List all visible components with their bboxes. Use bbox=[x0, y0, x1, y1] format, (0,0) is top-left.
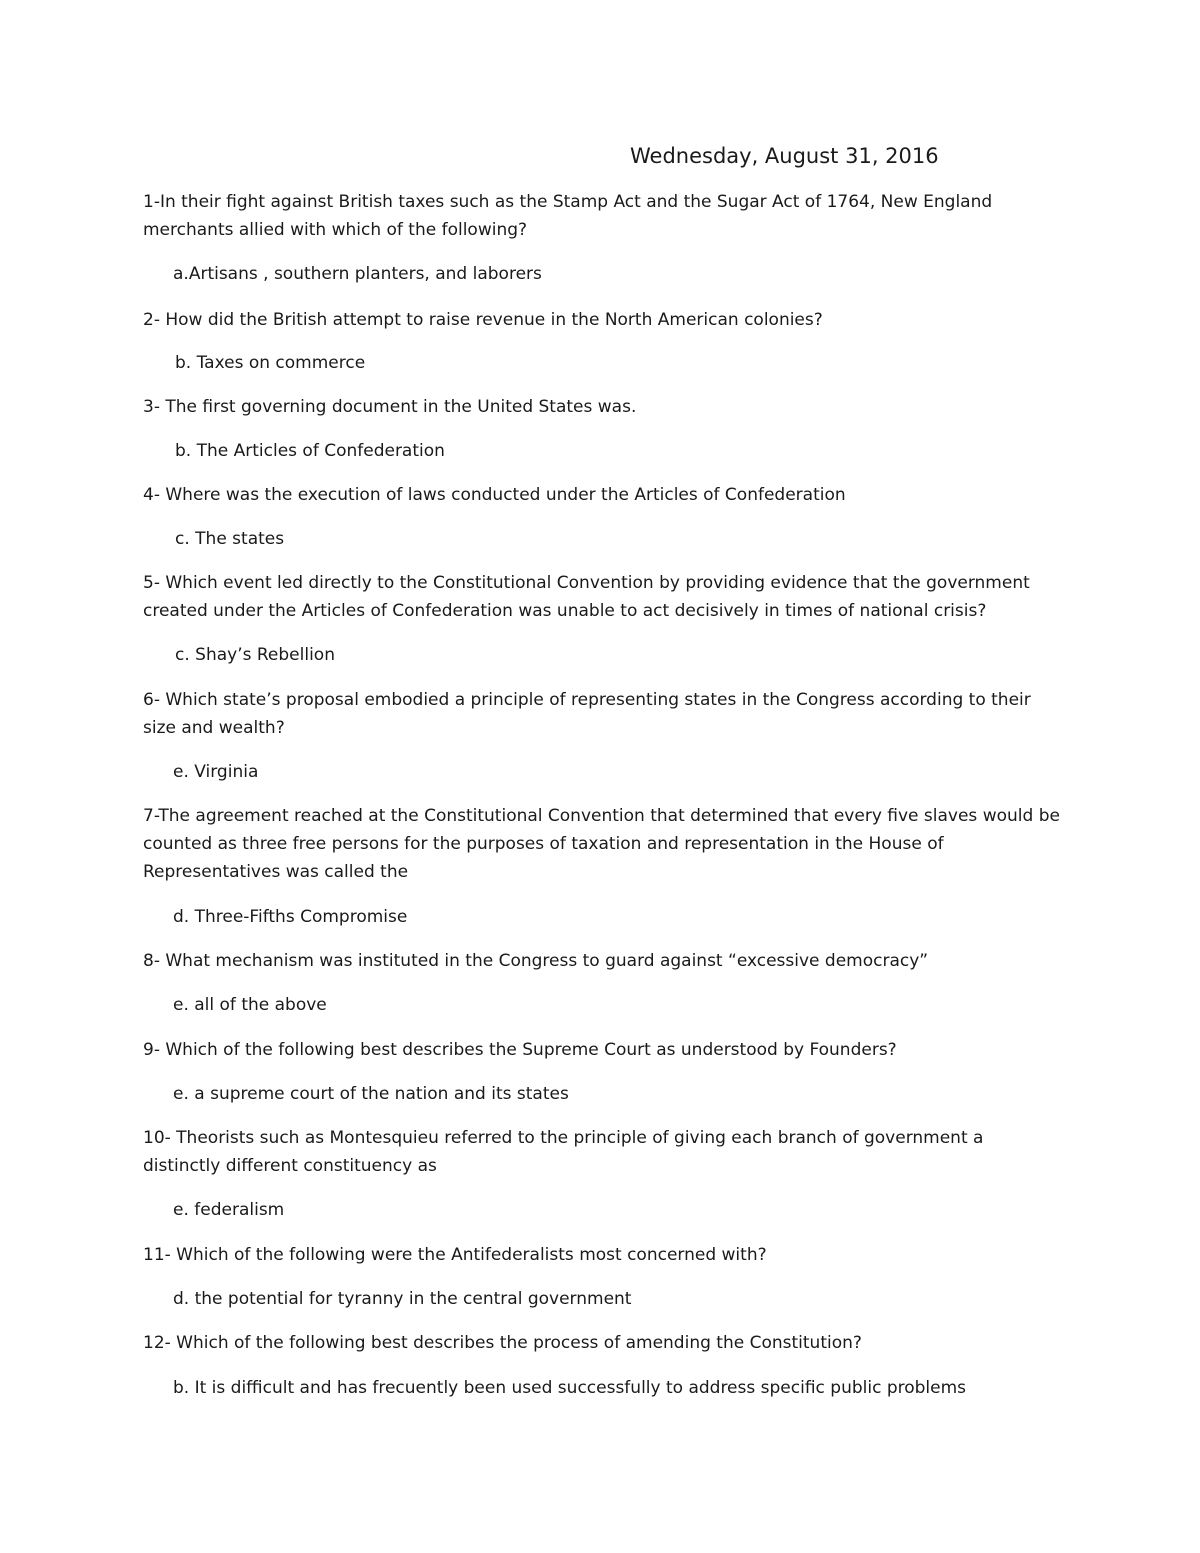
answer-7: d. Three-Fifths Compromise bbox=[173, 907, 408, 927]
answer-11: d. the potential for tyranny in the central government bbox=[173, 1289, 632, 1309]
answer-3: b. The Articles of Confederation bbox=[175, 441, 445, 461]
question-4: 4- Where was the execution of laws conducted under the Articles of Confederation bbox=[143, 485, 846, 505]
question-1: 1-In their fight against British taxes such as the Stamp Act and the Sugar Act of 1764, New England merchants allied with which of the following? bbox=[143, 192, 993, 240]
question-7: 7-The agreement reached at the Constitutional Convention that determined that every five slaves would be counted as three free persons for the purposes of taxation and representation in the House of Representatives was called the bbox=[143, 806, 1060, 882]
question-11: 11- Which of the following were the Antifederalists most concerned with? bbox=[143, 1245, 767, 1265]
question-3: 3- The first governing document in the United States was. bbox=[143, 397, 637, 417]
question-8: 8- What mechanism was instituted in the Congress to guard against “excessive democracy” bbox=[143, 951, 929, 971]
question-5: 5- Which event led directly to the Constitutional Convention by providing evidence that the government created under the Articles of Confederation was unable to act decisively in times of national crisis? bbox=[143, 573, 1030, 621]
question-9: 9- Which of the following best describes the Supreme Court as understood by Founders? bbox=[143, 1040, 897, 1060]
document-date: Wednesday, August 31, 2016 bbox=[630, 144, 939, 168]
answer-12: b. It is difficult and has frecuently been used successfully to address specific public problems bbox=[173, 1378, 967, 1398]
question-2: 2- How did the British attempt to raise revenue in the North American colonies? bbox=[143, 310, 823, 330]
answer-9: e. a supreme court of the nation and its states bbox=[173, 1084, 569, 1104]
question-10: 10- Theorists such as Montesquieu referred to the principle of giving each branch of government a distinctly different constituency as bbox=[143, 1128, 984, 1176]
answer-1: a.Artisans , southern planters, and laborers bbox=[173, 264, 542, 284]
answer-6: e. Virginia bbox=[173, 762, 259, 782]
answer-2: b. Taxes on commerce bbox=[175, 353, 366, 373]
answer-5: c. Shay’s Rebellion bbox=[175, 645, 335, 665]
answer-10: e. federalism bbox=[173, 1200, 285, 1220]
question-12: 12- Which of the following best describes the process of amending the Constitution? bbox=[143, 1333, 862, 1353]
answer-8: e. all of the above bbox=[173, 995, 327, 1015]
answer-4: c. The states bbox=[175, 529, 285, 549]
question-6: 6- Which state’s proposal embodied a principle of representing states in the Congress according to their size and wealth? bbox=[143, 690, 1031, 738]
